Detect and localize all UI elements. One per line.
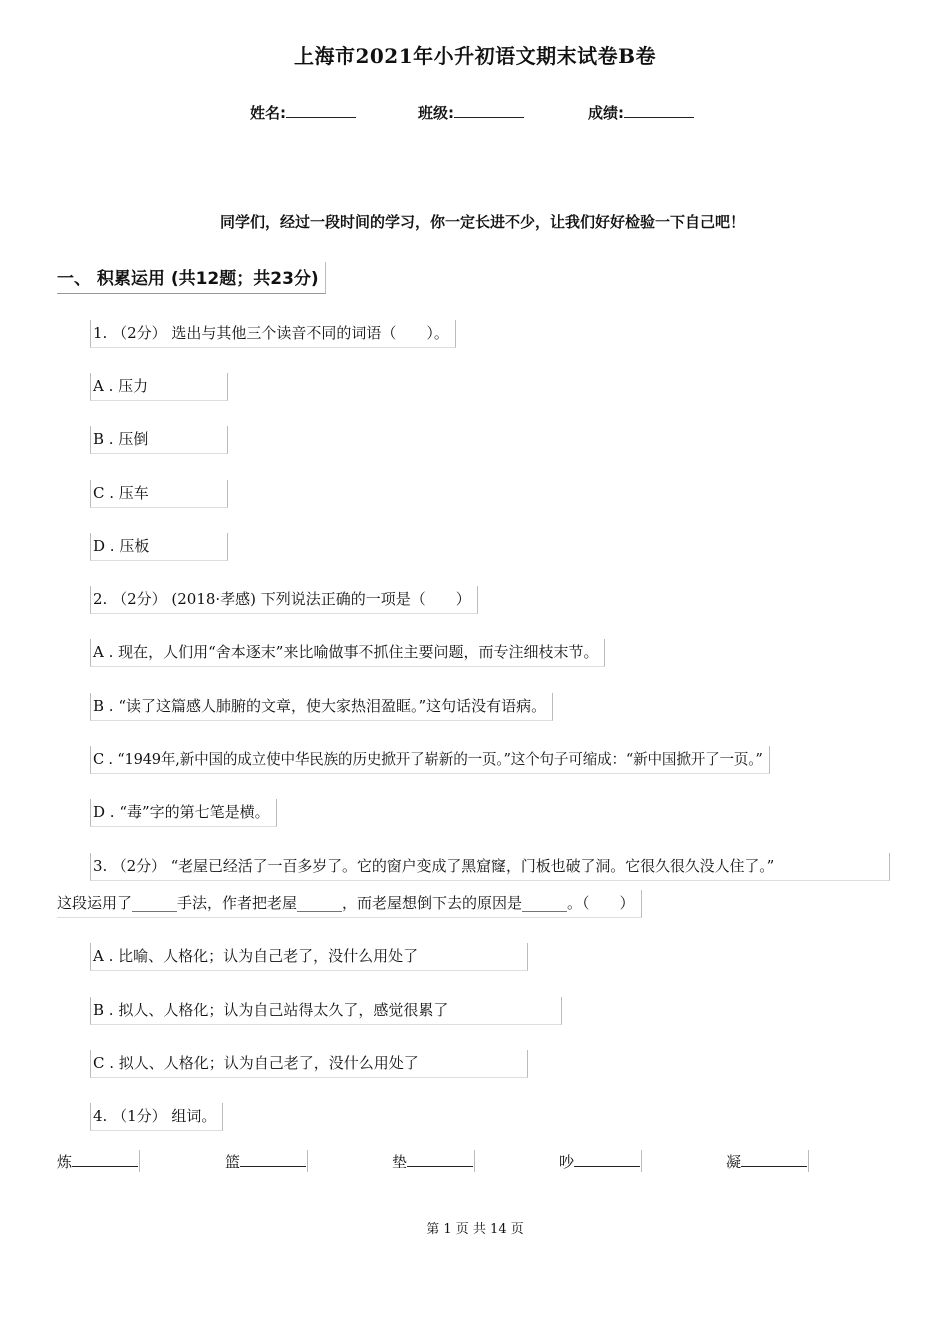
word-item-2[interactable] xyxy=(225,1150,308,1172)
section-heading: 一、 积累运用 (共12题；共23分) xyxy=(57,262,326,294)
question-4-stem: 4. （1分） 组词。 xyxy=(90,1103,223,1131)
word-char: 炼 xyxy=(57,1153,73,1171)
question-1-option-a[interactable]: A . 压力 xyxy=(90,373,228,401)
name-label: 姓名: xyxy=(250,104,286,122)
word-blank[interactable] xyxy=(741,1150,807,1167)
question-3-option-a[interactable]: A . 比喻、人格化；认为自己老了，没什么用处了 xyxy=(90,943,528,971)
class-field xyxy=(418,102,524,123)
question-2-option-a[interactable]: A . 现在，人们用“舍本逐末”来比喻做事不抓住主要问题，而专注细枝末节。 xyxy=(90,639,605,667)
score-field xyxy=(588,102,694,123)
word-blank[interactable] xyxy=(240,1150,306,1167)
question-2-stem: 2. （2分） (2018·孝感) 下列说法正确的一项是（ ） xyxy=(90,586,478,614)
page-title: 上海市2021年小升初语文期末试卷B卷 xyxy=(293,44,657,68)
score-blank[interactable] xyxy=(624,103,694,118)
word-blank[interactable] xyxy=(574,1150,640,1167)
question-2-option-c[interactable]: C . “1949年,新中国的成立使中华民族的历史掀开了崭新的一页。”这个句子可缩成：“新中国掀开了一页。” xyxy=(90,746,770,774)
word-item-1[interactable] xyxy=(57,1150,140,1172)
question-1-option-c[interactable]: C . 压车 xyxy=(90,480,228,508)
word-item-4[interactable] xyxy=(559,1150,642,1172)
question-1-option-d[interactable]: D . 压板 xyxy=(90,533,228,561)
name-blank[interactable] xyxy=(286,103,356,118)
page-footer: 第 1 页 共 14 页 xyxy=(426,1222,524,1237)
name-field xyxy=(250,102,356,123)
word-char: 吵 xyxy=(559,1153,575,1171)
question-3-stem-line2: 这段运用了______手法，作者把老屋______，而老屋想倒下去的原因是______。（ ） xyxy=(57,890,642,918)
intro-text: 同学们，经过一段时间的学习，你一定长进不少，让我们好好检验一下自己吧！ xyxy=(220,213,746,231)
word-blank[interactable] xyxy=(72,1150,138,1167)
word-char: 垫 xyxy=(392,1153,408,1171)
question-3-option-b[interactable]: B . 拟人、人格化；认为自己站得太久了，感觉很累了 xyxy=(90,997,562,1025)
word-item-3[interactable] xyxy=(392,1150,475,1172)
word-blank[interactable] xyxy=(407,1150,473,1167)
question-1-option-b[interactable]: B . 压倒 xyxy=(90,426,228,454)
question-2-option-b[interactable]: B . “读了这篇感人肺腑的文章，使大家热泪盈眶。”这句话没有语病。 xyxy=(90,693,553,721)
class-blank[interactable] xyxy=(454,103,524,118)
class-label: 班级: xyxy=(418,104,454,122)
question-2-option-d[interactable]: D . “毒”字的第七笔是横。 xyxy=(90,799,277,827)
score-label: 成绩: xyxy=(588,104,624,122)
word-char: 篮 xyxy=(225,1153,241,1171)
word-char: 凝 xyxy=(726,1153,742,1171)
question-1-stem: 1. （2分） 选出与其他三个读音不同的词语（ ）。 xyxy=(90,320,456,348)
question-3-stem-line1: 3. （2分） “老屋已经活了一百多岁了。它的窗户变成了黑窟窿，门板也破了洞。它很久很久没人住了。” xyxy=(90,853,890,881)
question-3-option-c[interactable]: C . 拟人、人格化；认为自己老了，没什么用处了 xyxy=(90,1050,528,1078)
word-item-5[interactable] xyxy=(726,1150,809,1172)
